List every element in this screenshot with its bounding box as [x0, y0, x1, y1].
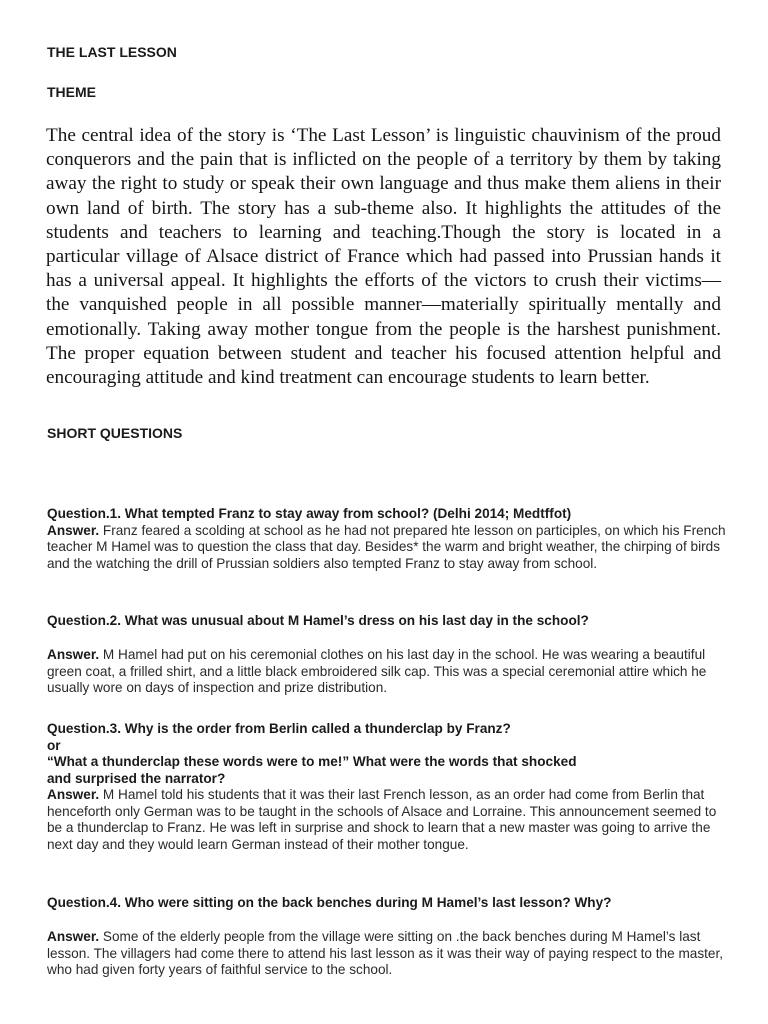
question-block-4 [47, 895, 727, 912]
answer-label: Answer. [47, 647, 100, 662]
question-3-line-3: and surprised the narrator? [47, 770, 226, 786]
question-3-line-1: Question.3. Why is the order from Berlin called a thunderclap by Franz? [47, 721, 511, 736]
answer-1 [47, 523, 727, 573]
answer-label: Answer. [47, 522, 100, 538]
question-block-2 [47, 613, 727, 630]
question-block-3 [47, 721, 727, 853]
answer-4 [47, 929, 727, 979]
answer-block-2 [47, 647, 727, 697]
answer-3-text: M Hamel told his students that it was their last French lesson, as an order had come from Berlin that henceforth only German was to be taught in the schools of Alsace and Lorraine. This announcement seemed to be a thunderclap to Franz. He was left in surprise and shock to learn that a new master was going to arrive the next day and they would learn German instead of their mother tongue. [47, 787, 717, 852]
question-3-or: or [47, 737, 61, 753]
question-2: Question.2. What was unusual about M Hamel’s dress on his last day in the school? [47, 613, 589, 628]
short-questions-heading: SHORT QUESTIONS [47, 425, 183, 441]
question-1: Question.1. What tempted Franz to stay away from school? (Delhi 2014; Medtffot) [47, 506, 572, 521]
answer-block-4 [47, 929, 727, 979]
document-title: THE LAST LESSON [47, 44, 177, 60]
answer-2 [47, 647, 727, 697]
answer-4-text: Some of the elderly people from the village were sitting on .the back benches during M Hamel’s last lesson. The villagers had come there to attend his last lesson as it was their way of paying respect to the master, who had given forty years of faithful service to the school. [47, 929, 724, 977]
question-block-1 [47, 506, 727, 572]
answer-label: Answer. [47, 787, 100, 802]
answer-3 [47, 787, 727, 853]
question-3-line-2: “What a thunderclap these words were to me!” What were the words that shocked [47, 754, 577, 769]
theme-paragraph: The central idea of the story is ‘The Last Lesson’ is linguistic chauvinism of the proud conquerors and the pain that is inflicted on the people of a territory by them by taking away the right to study or speak their own language and thus make them aliens in their own land of birth. The story has a sub-theme also. It highlights the attitudes of the students and teachers to learning and teaching.Though the story is located in a particular village of Alsace district of France which had passed into Prussian hands it has a universal appeal. It highlights the efforts of the victors to crush their victims— the vanquished people in all possible manner—materially spiritually mentally and emotionally. Taking away mother tongue from the people is the harshest punishment. The proper equation between student and teacher his focused attention helpful and encouraging attitude and kind treatment can encourage students to learn better. [46, 125, 721, 389]
answer-1-text: Franz feared a scolding at school as he had not prepared hte lesson on participles, on which his French teacher M Hamel was to question the class that day. Besides* the warm and bright weather, the chirping of birds and the watching the drill of Prussian soldiers also tempted Franz to stay away from school. [47, 522, 726, 571]
answer-2-text: M Hamel had put on his ceremonial clothes on his last day in the school. He was wearing a beautiful green coat, a frilled shirt, and a little black embroidered silk cap. This was a special ceremonial attire which he usually wore on days of inspection and prize distribution. [47, 647, 707, 695]
theme-heading: THEME [47, 84, 96, 100]
answer-label: Answer. [47, 929, 100, 944]
question-4: Question.4. Who were sitting on the back benches during M Hamel’s last lesson? Why? [47, 895, 612, 910]
